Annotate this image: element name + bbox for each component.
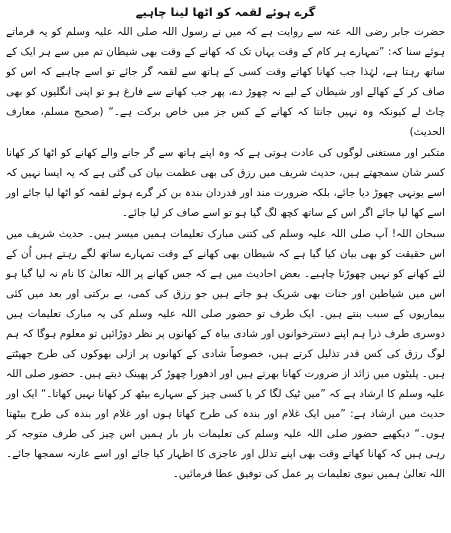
paragraph-hadith: حضرت جابر رضی اللہ عنہ سے روایت ہے کہ میں نے رسول اللہ صلی اللہ علیہ وسلم کو یہ فرماتے ہوئے سنا کہ: ”تمہارے ہر کام کے وقت یہاں تک کہ کھانے کے وقت بھی شیطان تم میں سے ہر ایک کے ساتھ رہتا ہے، لہٰذا جب کھانا کھاتے وقت کسی کے ہاتھ سے لقمہ گر جائے تو اسے چاہیے کہ اس کو صاف کر کے کھالے اور شیطان کے لیے نہ چھوڑ دے، پھر جب کھانے سے فارغ ہو تو اپنی انگلیوں کو بھی چاٹ لے کیونکہ وہ نہیں جانتا کہ کھانے کے کس جز میں خاص برکت ہے۔“ (صحیح مسلم، معارف الحدیث) — [6, 26, 445, 138]
article-title: گرے ہوئے لقمہ کو اٹھا لینا چاہیے — [135, 5, 316, 19]
paragraph-teachings: سبحان اللہ! آپ صلی اللہ علیہ وسلم کی کتنی مبارک تعلیمات ہمیں میسر ہیں۔ حدیث شریف میں اس حقیقت کو بھی بیان کیا گیا ہے کہ شیطان بھی کھانے کے وقت تمہارے ساتھ لگے رہتے ہیں اُن کے لئے کھانے کو نہیں چھوڑنا چاہیے۔ بعض احادیث میں ہے کہ جس کھانے پر اللہ تعالیٰ کا نام نہ لیا گیا ہو اس میں شیاطین اور جنات بھی شریک ہو جاتے ہیں جو رزق کی کمی، بے برکتی اور بعد میں کئی بیماریوں کے سبب بنتے ہیں۔ ایک طرف تو حضور صلی اللہ علیہ وسلم کی یہ مبارک تعلیمات ہیں دوسری طرف ذرا ہم اپنے دسترخوانوں اور شادی بیاہ کے کھانوں پر نظر دوڑائیں تو معلوم ہوگا کہ ہم لوگ رزق کی کس قدر تذلیل کرتے ہیں، خصوصاً شادی کے کھانوں پر ازلی بھوکوں کی طرح جھپٹتے ہیں۔ پلیٹوں میں زائد از ضرورت کھانا بھرتے ہیں اور ادھورا چھوڑ کر پھینک دیتے ہیں۔ حضور صلی اللہ علیہ وسلم کا ارشاد ہے کہ ”میں ٹیک لگا کر یا کسی چیز کے سہارے بیٹھ کر کھانا نہیں کھاتا۔“ ایک اور حدیث میں ارشاد ہے: ”میں ایک غلام اور بندہ کی طرح کھاتا ہوں اور غلام اور بندہ کی طرح بیٹھتا ہوں۔“ دیکھیے حضور صلی اللہ علیہ وسلم کی تعلیمات بار بار ہمیں اس چیز کی طرف متوجہ کر رہی ہیں کہ کھانا کھاتے وقت بھی اپنے تذلل اور عاجزی کا اظہار کیا جائے اور اسے عارنہ سمجھا جائے۔ اللہ تعالیٰ ہمیں نبوی تعلیمات پر عمل کی توفیق عطا فرمائیں۔ — [6, 228, 445, 480]
paragraph-explanation: متکبر اور مستغنی لوگوں کی عادت ہوتی ہے کہ وہ اپنے ہاتھ سے گر جانے والے کھانے کو اٹھا کر کھانا کسر شان سمجھتے ہیں، حدیث شریف میں رزق کی بھی عظمت بیان کی گئی ہے کہ یہ ایسا نہیں کہ اسے یونہی چھوڑ دیا جائے، بلکہ ضرورت مند اور قدردان بندہ بن کر گرے ہوئے لقمہ کو اٹھا لیا جائے اور اسے کھا لیا جائے اگر اس کے ساتھ کچھ لگ گیا ہو تو اسے صاف کر لیا جائے۔ — [6, 147, 445, 219]
